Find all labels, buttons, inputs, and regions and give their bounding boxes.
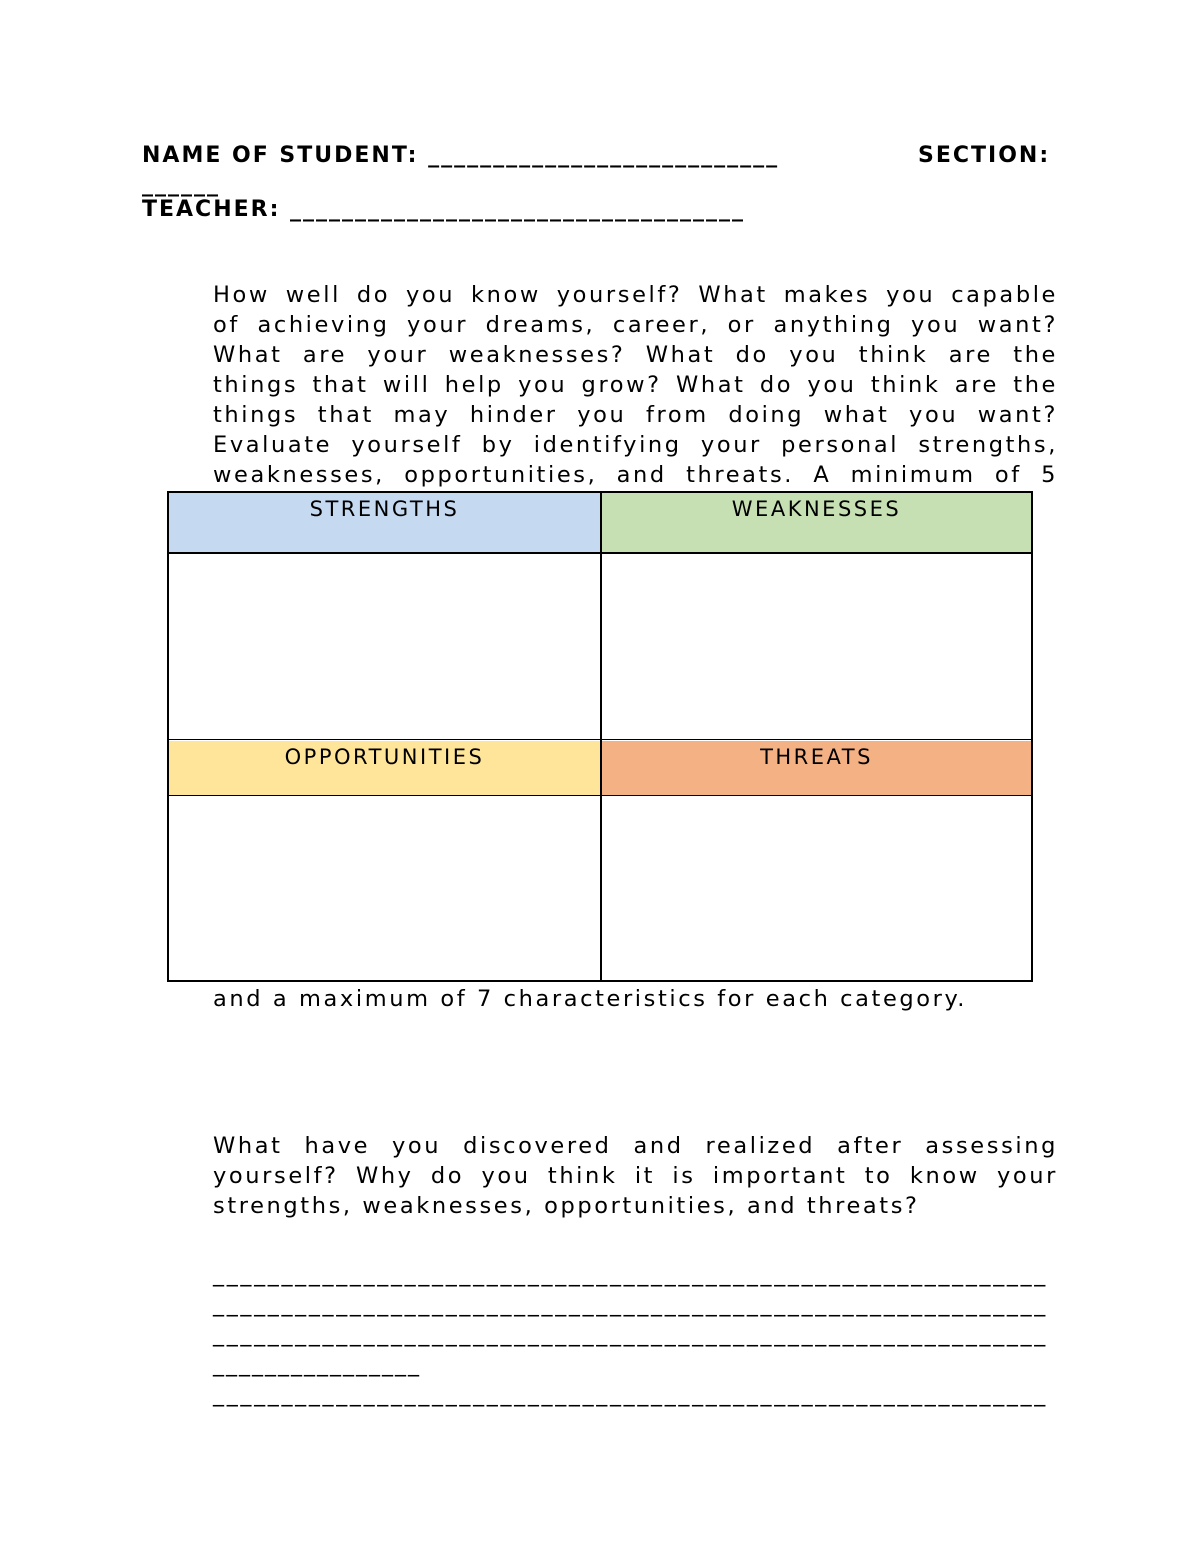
instructions-line: Evaluate yourself by identifying your personal strengths, xyxy=(213,432,1058,458)
instructions-line: How well do you know yourself? What makes you capable xyxy=(213,282,1058,308)
strengths-answer-cell[interactable] xyxy=(169,554,600,739)
swot-table xyxy=(167,491,1033,982)
opportunities-label: OPPORTUNITIES xyxy=(284,745,485,769)
threats-label: THREATS xyxy=(760,745,873,769)
instructions-line: of achieving your dreams, career, or anything you want? xyxy=(213,312,1058,338)
weaknesses-label: WEAKNESSES xyxy=(731,497,902,521)
section-field[interactable]: ______ xyxy=(142,172,220,197)
reflection-question xyxy=(213,1131,1058,1221)
answer-line[interactable]: _____________________________________________________________ xyxy=(213,1292,1048,1317)
weaknesses-header xyxy=(602,493,1031,552)
answer-line[interactable]: _____________________________________________________________ xyxy=(213,1262,1048,1287)
instructions-continuation xyxy=(213,984,1058,1014)
strengths-label: STRENGTHS xyxy=(309,497,460,521)
reflection-line: strengths, weaknesses, opportunities, and threats? xyxy=(213,1193,920,1219)
threats-header xyxy=(602,741,1031,795)
reflection-line: yourself? Why do you think it is important to know your xyxy=(213,1163,1058,1189)
instructions-line: and a maximum of 7 characteristics for each category. xyxy=(213,986,967,1012)
instructions-line: What are your weaknesses? What do you think are the xyxy=(213,342,1058,368)
answer-line[interactable]: _____________________________________________________________ xyxy=(213,1382,1048,1407)
instructions-line: things that will help you grow? What do you think are the xyxy=(213,372,1058,398)
opportunities-header xyxy=(169,741,600,795)
section-label: SECTION: xyxy=(918,143,1051,168)
instructions-line: weaknesses, opportunities, and threats. A minimum of 5 xyxy=(213,462,1058,488)
answer-line[interactable]: _____________________________________________________________ xyxy=(213,1322,1048,1347)
instructions-paragraph xyxy=(213,280,1058,490)
table-divider xyxy=(600,493,602,980)
weaknesses-answer-cell[interactable] xyxy=(602,554,1031,739)
instructions-line: things that may hinder you from doing what you want? xyxy=(213,402,1058,428)
threats-answer-cell[interactable] xyxy=(602,797,1031,980)
teacher-field[interactable]: TEACHER: ___________________________________ xyxy=(142,197,746,222)
reflection-line: What have you discovered and realized after assessing xyxy=(213,1133,1058,1159)
opportunities-answer-cell[interactable] xyxy=(169,797,600,980)
answer-line[interactable]: ________________ xyxy=(213,1352,421,1377)
strengths-header xyxy=(169,493,600,552)
student-name-field[interactable]: NAME OF STUDENT: ___________________________ xyxy=(142,143,780,168)
